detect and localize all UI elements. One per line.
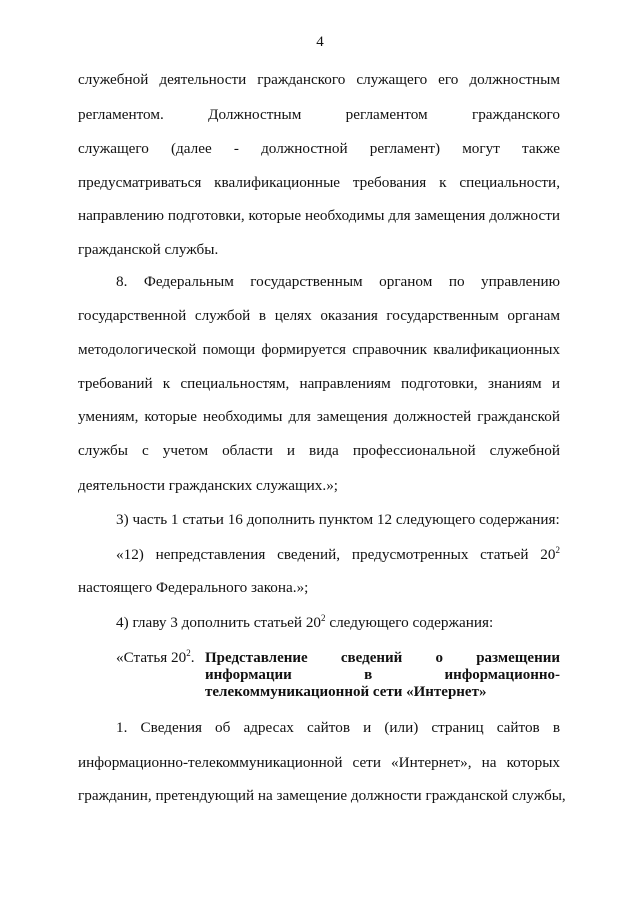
text-line: службы с учетом области и вида профессиональной служебной bbox=[78, 442, 560, 459]
page-number: 4 bbox=[316, 34, 324, 50]
superscript: 2 bbox=[186, 648, 191, 658]
article-label bbox=[116, 649, 195, 667]
text-line: информационно-телекоммуникационной сети «Интернет», на которых bbox=[78, 754, 560, 771]
text-line: 1. Сведения об адресах сайтов и (или) страниц сайтов в bbox=[116, 719, 560, 736]
text-line: предусматриваться квалификационные требования к специальности, bbox=[78, 174, 560, 191]
article-title-line: Представление сведений о размещении bbox=[205, 650, 560, 666]
article-title-line: информации в информационно- bbox=[205, 667, 560, 683]
text-line: гражданин, претендующий на замещение должности гражданской службы, bbox=[78, 787, 566, 804]
text-line bbox=[116, 545, 560, 565]
text-line: регламентом. Должностным регламентом гражданского bbox=[78, 106, 560, 123]
text-line: гражданской службы. bbox=[78, 241, 219, 258]
text-line: методологической помощи формируется справочник квалификационных bbox=[78, 341, 560, 358]
text-line: направлению подготовки, которые необходимы для замещения должности bbox=[78, 207, 560, 224]
text-fragment: 4) главу 3 дополнить статьей 20 bbox=[116, 614, 322, 631]
text-line: служащего (далее - должностной регламент) могут также bbox=[78, 140, 560, 157]
text-line: служебной деятельности гражданского служащего его должностным bbox=[78, 71, 560, 88]
text-line: требований к специальностям, направлениям подготовки, знаниям и bbox=[78, 375, 560, 392]
text-line: настоящего Федерального закона.»; bbox=[78, 579, 309, 596]
article-label-text: «Статья 20 bbox=[116, 649, 187, 666]
superscript: 2 bbox=[555, 545, 560, 555]
text-fragment: следующего содержания: bbox=[325, 614, 494, 631]
text-line: государственной службой в целях оказания государственным органам bbox=[78, 307, 560, 324]
text-line: 8. Федеральным государственным органом по управлению bbox=[116, 273, 560, 290]
article-label-end: . bbox=[190, 649, 195, 666]
superscript: 2 bbox=[321, 613, 326, 623]
text-line: умениям, которые необходимы для замещения должностей гражданской bbox=[78, 408, 560, 425]
text-fragment: «12) непредставления сведений, предусмотренных статьей 20 bbox=[116, 546, 556, 563]
article-title-line: телекоммуникационной сети «Интернет» bbox=[205, 684, 487, 700]
text-line: 3) часть 1 статьи 16 дополнить пунктом 12 следующего содержания: bbox=[116, 511, 560, 528]
text-line bbox=[116, 613, 560, 633]
text-line: деятельности гражданских служащих.»; bbox=[78, 477, 339, 494]
